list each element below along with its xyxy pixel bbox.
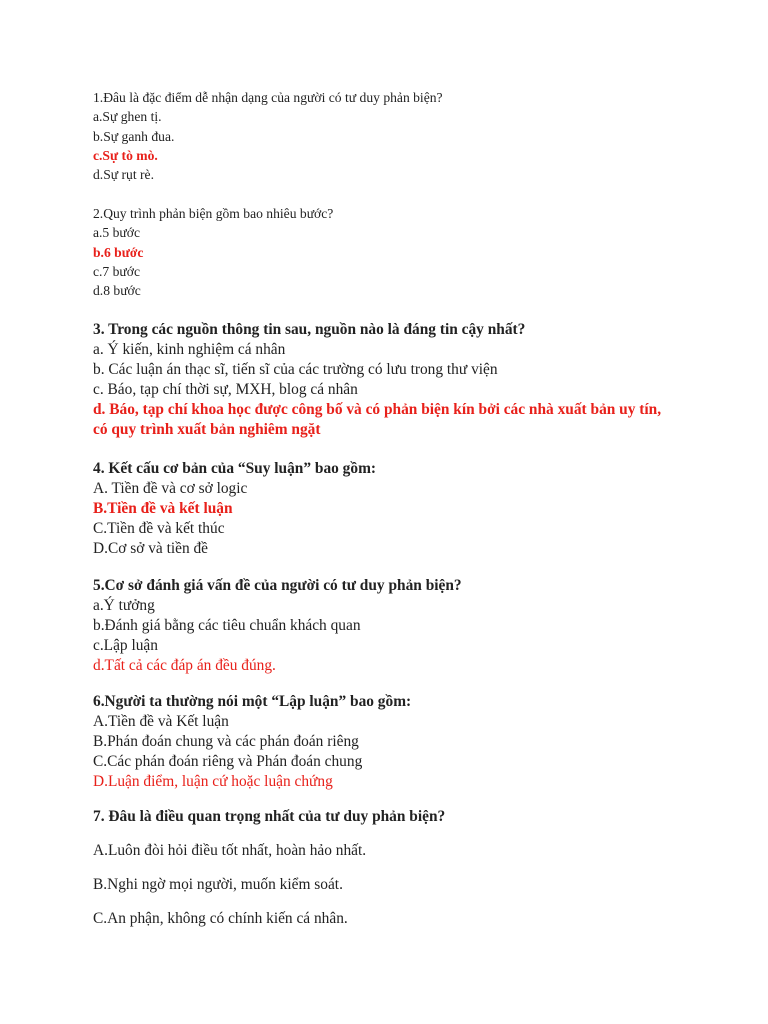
option-correct-answer: d.Tất cả các đáp án đều đúng. (93, 657, 276, 674)
option: b.Đánh giá bằng các tiêu chuẩn khách quan (93, 617, 361, 634)
option: C.An phận, không có chính kiến cá nhân. (93, 910, 348, 927)
option-correct-answer: D.Luận điểm, luận cứ hoặc luận chứng (93, 773, 333, 790)
question-7 (93, 807, 693, 929)
option: A.Luôn đòi hỏi điều tốt nhất, hoàn hảo nhất. (93, 842, 367, 859)
option: a.Sự ghen tị. (93, 109, 162, 125)
question-title: 6.Người ta thường nói một “Lập luận” bao gồm: (93, 693, 412, 710)
question-5 (93, 576, 693, 676)
question-title: 1.Đâu là đặc điểm dễ nhận dạng của người có tư duy phản biện? (93, 90, 443, 105)
option: c.7 bước (93, 263, 141, 279)
option: B.Nghi ngờ mọi người, muốn kiểm soát. (93, 876, 343, 893)
option: d.Sự rụt rè. (93, 167, 154, 183)
option-correct-answer: d. Báo, tạp chí khoa học được công bố và có phản biện kín bởi các nhà xuất bản uy tín, có quy trình xuất bản nghiêm ngặt (93, 401, 662, 438)
option: b. Các luận án thạc sĩ, tiến sĩ của các trường có lưu trong thư viện (93, 361, 498, 378)
option: d.8 bước (93, 283, 141, 299)
question-3 (93, 320, 693, 440)
option: D.Cơ sở và tiền đề (93, 540, 209, 557)
question-title: 2.Quy trình phản biện gồm bao nhiêu bước? (93, 206, 334, 221)
option: C.Tiền đề và kết thúc (93, 520, 225, 537)
question-1 (93, 88, 693, 184)
option: c.Lập luận (93, 637, 158, 654)
option: c. Báo, tạp chí thời sự, MXH, blog cá nhân (93, 381, 358, 398)
option: b.Sự ganh đua. (93, 128, 175, 144)
option: B.Phán đoán chung và các phán đoán riêng (93, 733, 359, 750)
option: A.Tiền đề và Kết luận (93, 713, 229, 730)
option: C.Các phán đoán riêng và Phán đoán chung (93, 753, 363, 770)
option: a.5 bước (93, 225, 141, 241)
question-title: 5.Cơ sở đánh giá vấn đề của người có tư duy phản biện? (93, 577, 462, 594)
option-correct-answer: c.Sự tò mò. (93, 147, 158, 163)
question-title: 4. Kết cấu cơ bản của “Suy luận” bao gồm: (93, 460, 377, 477)
question-2 (93, 204, 693, 300)
question-4 (93, 459, 693, 559)
option: A. Tiền đề và cơ sở logic (93, 480, 248, 497)
option: a. Ý kiến, kinh nghiệm cá nhân (93, 341, 286, 358)
question-title: 3. Trong các nguồn thông tin sau, nguồn nào là đáng tin cậy nhất? (93, 321, 526, 338)
option: a.Ý tưởng (93, 597, 155, 614)
question-6 (93, 692, 693, 792)
question-title: 7. Đâu là điều quan trọng nhất của tư duy phản biện? (93, 808, 446, 825)
option-correct-answer: B.Tiền đề và kết luận (93, 500, 233, 517)
option-correct-answer: b.6 bước (93, 244, 144, 260)
